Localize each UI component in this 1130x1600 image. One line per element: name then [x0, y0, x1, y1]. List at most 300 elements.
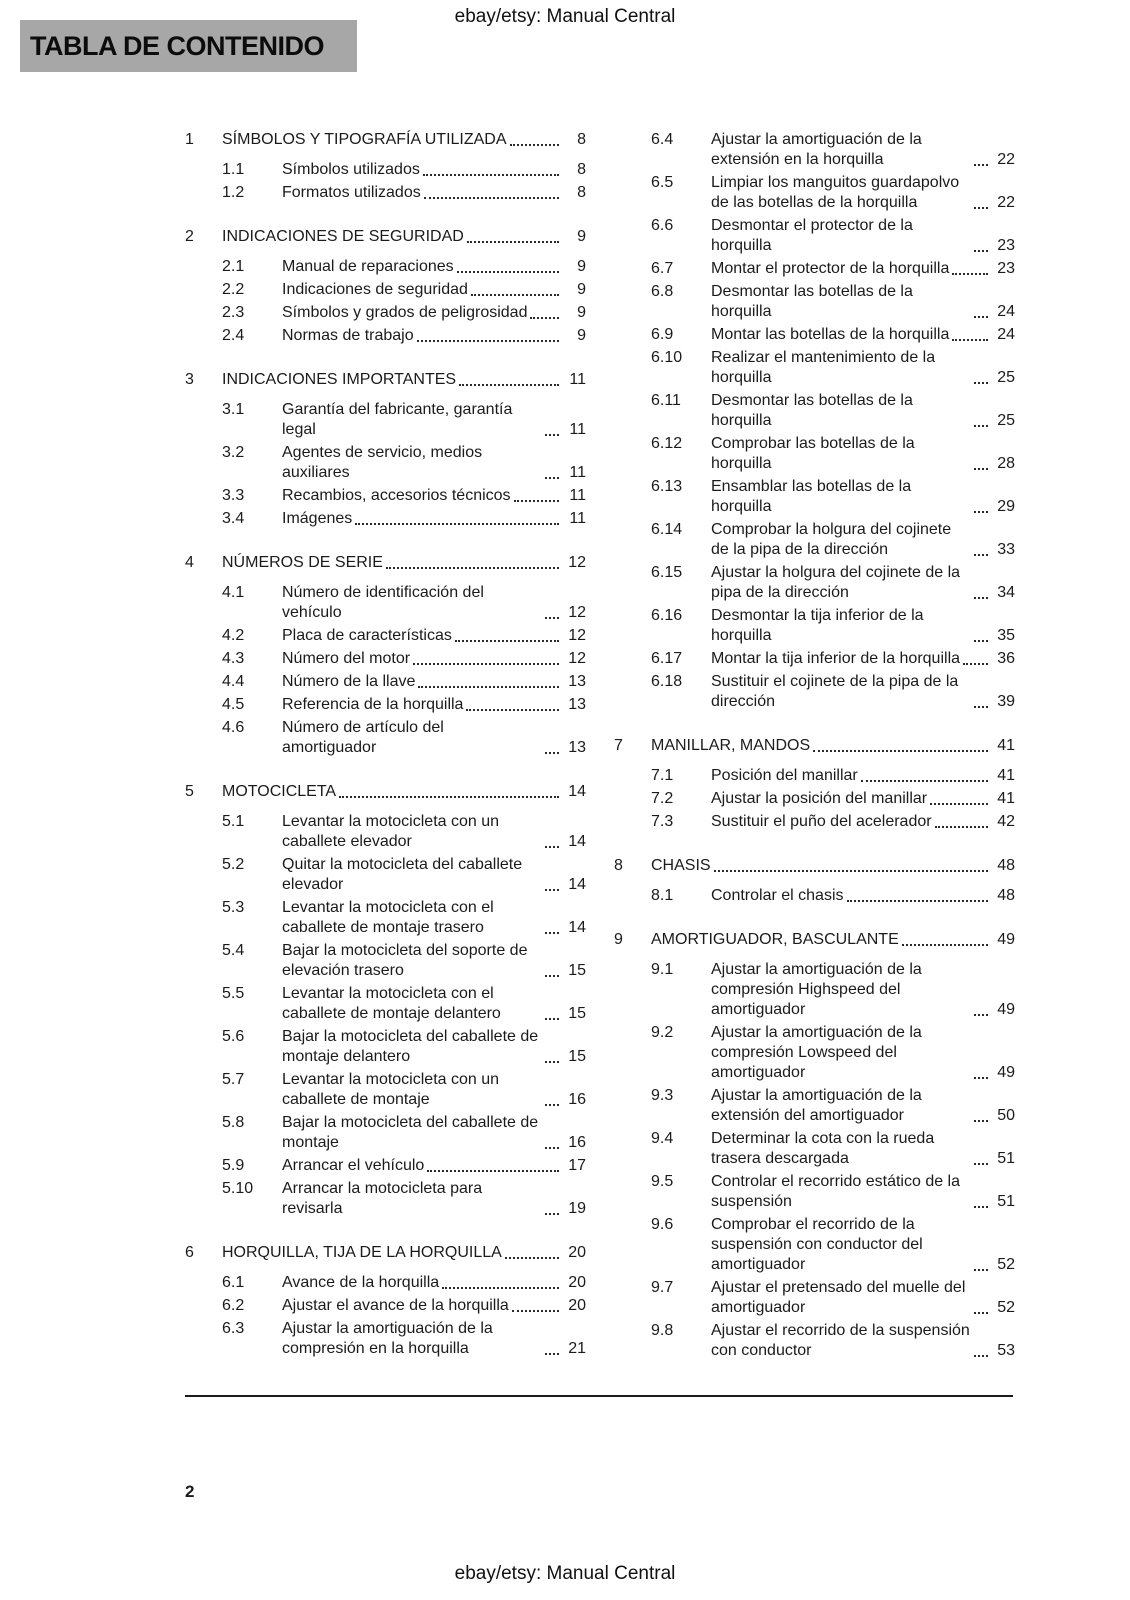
- toc-sub-entry-6.11: [614, 391, 1015, 431]
- toc-entry-page: 41: [997, 767, 1015, 784]
- toc-entry-title: Ajustar la amortiguación de la compresión en la horquilla: [282, 1320, 493, 1357]
- toc-entry-page: 14: [568, 919, 586, 936]
- toc-dot-leader: [545, 1104, 559, 1106]
- toc-entry-page: 53: [997, 1342, 1015, 1359]
- toc-entry-title: Comprobar la holgura del cojinete de la pipa de la dirección: [711, 521, 952, 558]
- footer-rule: [185, 1395, 1013, 1397]
- toc-entry-body: [711, 130, 1015, 170]
- toc-entry-body: [282, 898, 586, 938]
- toc-entry-page: 13: [568, 696, 586, 713]
- toc-entry-page: 9: [577, 228, 586, 245]
- toc-entry-title: Montar la tija inferior de la horquilla: [711, 650, 961, 667]
- toc-entry-number: 7: [614, 737, 623, 754]
- toc-dot-leader: [974, 597, 988, 599]
- toc-sub-entry-1.1: [185, 160, 586, 180]
- toc-entry-title: Levantar la motocicleta con el caballete de montaje trasero: [282, 899, 494, 936]
- toc-entry-page: 50: [997, 1107, 1015, 1124]
- toc-entry-number: 3.1: [222, 401, 245, 418]
- toc-entry-number: 5.2: [222, 856, 245, 873]
- toc-entry-page: 20: [568, 1297, 586, 1314]
- toc-sub-entry-4.1: [185, 583, 586, 623]
- toc-entry-body: [282, 1027, 586, 1067]
- toc-entry-title: Limpiar los manguitos guardapolvo de las botellas de la horquilla: [711, 174, 960, 211]
- toc-entry-body: [282, 984, 586, 1024]
- toc-entry-title: Ajustar la amortiguación de la extensión del amortiguador: [711, 1087, 922, 1124]
- toc-entry-title: AMORTIGUADOR, BASCULANTE: [651, 931, 899, 948]
- toc-entry-page: 41: [997, 737, 1015, 754]
- toc-entry-body: [282, 1319, 586, 1359]
- toc-sub-entry-6.13: [614, 477, 1015, 517]
- toc-entry-body: [282, 509, 586, 529]
- toc-entry-body: [282, 1296, 586, 1316]
- toc-dot-leader: [974, 1269, 988, 1271]
- toc-entry-number: 5.10: [222, 1180, 254, 1197]
- toc-entry-body: [282, 303, 586, 323]
- toc-dot-leader: [386, 567, 559, 569]
- toc-entry-number: 9.3: [651, 1087, 674, 1104]
- toc-dot-leader: [952, 273, 988, 275]
- toc-entry-page: 8: [577, 131, 586, 148]
- toc-entry-body: [222, 227, 586, 247]
- toc-entry-page: 48: [997, 857, 1015, 874]
- toc-sub-entry-6.1: [185, 1273, 586, 1293]
- toc-entry-title: Sustituir el puño del acelerador: [711, 813, 932, 830]
- toc-entry-number: 5: [185, 783, 194, 800]
- toc-sub-entry-9.7: [614, 1278, 1015, 1318]
- toc-entry-body: [222, 370, 586, 390]
- toc-sub-entry-5.8: [185, 1113, 586, 1153]
- toc-chapter-entry-2: [185, 227, 586, 247]
- toc-entry-body: [282, 941, 586, 981]
- toc-entry-number: 6.8: [651, 283, 674, 300]
- toc-entry-page: 39: [997, 693, 1015, 710]
- toc-sub-entry-9.6: [614, 1215, 1015, 1275]
- toc-entry-title: Ajustar la amortiguación de la compresión Lowspeed del amortiguador: [711, 1024, 922, 1081]
- toc-chapter-entry-5: [185, 782, 586, 802]
- toc-entry-title: SÍMBOLOS Y TIPOGRAFÍA UTILIZADA: [222, 131, 507, 148]
- toc-entry-title: Comprobar las botellas de la horquilla: [711, 435, 915, 472]
- toc-dot-leader: [339, 796, 559, 798]
- toc-entry-number: 6.5: [651, 174, 674, 191]
- toc-entry-body: [222, 130, 586, 150]
- toc-sub-entry-9.5: [614, 1172, 1015, 1212]
- toc-entry-page: 51: [997, 1193, 1015, 1210]
- toc-entry-number: 5.7: [222, 1071, 245, 1088]
- toc-entry-number: 9.6: [651, 1216, 674, 1233]
- toc-entry-page: 23: [997, 237, 1015, 254]
- toc-entry-title: Desmontar el protector de la horquilla: [711, 217, 913, 254]
- toc-entry-title: Montar el protector de la horquilla: [711, 260, 950, 277]
- toc-dot-leader: [974, 164, 988, 166]
- toc-dot-leader: [545, 752, 559, 754]
- toc-dot-leader: [514, 500, 559, 502]
- toc-entry-page: 11: [569, 371, 586, 388]
- toc-entry-number: 6.18: [651, 673, 683, 690]
- toc-sub-entry-5.10: [185, 1179, 586, 1219]
- toc-entry-number: 3.4: [222, 510, 245, 527]
- toc-entry-body: [222, 553, 586, 573]
- toc-sub-entry-9.1: [614, 960, 1015, 1020]
- toc-heading-box: [20, 20, 357, 72]
- toc-entry-body: [711, 766, 1015, 786]
- toc-entry-page: 13: [568, 739, 586, 756]
- toc-dot-leader: [545, 1147, 559, 1149]
- toc-column-left: [185, 130, 586, 1364]
- toc-entry-page: 15: [568, 1005, 586, 1022]
- toc-sub-entry-6.16: [614, 606, 1015, 646]
- toc-entry-title: Ensamblar las botellas de la horquilla: [711, 478, 912, 515]
- toc-dot-leader: [442, 1287, 559, 1289]
- toc-dot-leader: [545, 889, 559, 891]
- toc-entry-body: [282, 626, 586, 646]
- page-number: 2: [185, 1482, 195, 1501]
- toc-dot-leader: [952, 339, 988, 341]
- toc-entry-title: INDICACIONES IMPORTANTES: [222, 371, 457, 388]
- toc-entry-number: 1.2: [222, 184, 245, 201]
- toc-entry-number: 9.7: [651, 1279, 674, 1296]
- toc-entry-number: 6.15: [651, 564, 683, 581]
- toc-entry-title: Referencia de la horquilla: [282, 696, 464, 713]
- toc-entry-body: [282, 855, 586, 895]
- toc-entry-page: 52: [997, 1256, 1015, 1273]
- toc-entry-number: 1: [185, 131, 194, 148]
- toc-sub-entry-7.2: [614, 789, 1015, 809]
- toc-sub-entry-6.8: [614, 282, 1015, 322]
- toc-entry-page: 24: [997, 326, 1015, 343]
- toc-entry-number: 4.3: [222, 650, 245, 667]
- toc-entry-page: 29: [997, 498, 1015, 515]
- toc-entry-page: 12: [568, 650, 586, 667]
- toc-entry-title: Realizar el mantenimiento de la horquilla: [711, 349, 936, 386]
- toc-entry-number: 5.8: [222, 1114, 245, 1131]
- toc-entry-number: 9.2: [651, 1024, 674, 1041]
- toc-sub-entry-5.5: [185, 984, 586, 1024]
- toc-entry-title: Ajustar la holgura del cojinete de la pipa de la dirección: [711, 564, 961, 601]
- toc-entry-number: 5.9: [222, 1157, 245, 1174]
- toc-entry-body: [282, 1113, 586, 1153]
- toc-chapter-entry-9: [614, 930, 1015, 950]
- toc-entry-body: [711, 520, 1015, 560]
- toc-entry-body: [282, 672, 586, 692]
- toc-entry-body: [711, 1172, 1015, 1212]
- toc-entry-body: [651, 930, 1015, 950]
- toc-entry-number: 6.6: [651, 217, 674, 234]
- toc-dot-leader: [505, 1257, 559, 1259]
- toc-entry-title: Determinar la cota con la rueda trasera descargada: [711, 1130, 935, 1167]
- toc-entry-body: [711, 1023, 1015, 1083]
- toc-entry-body: [282, 812, 586, 852]
- toc-entry-title: Desmontar las botellas de la horquilla: [711, 392, 913, 429]
- toc-sub-entry-6.4: [614, 130, 1015, 170]
- toc-entry-title: MANILLAR, MANDOS: [651, 737, 811, 754]
- toc-entry-page: 35: [997, 627, 1015, 644]
- toc-dot-leader: [974, 316, 988, 318]
- toc-sub-entry-2.2: [185, 280, 586, 300]
- toc-entry-page: 8: [577, 161, 586, 178]
- toc-entry-number: 2.3: [222, 304, 245, 321]
- footer-title: ebay/etsy: Manual Central: [454, 1563, 676, 1584]
- toc-entry-page: 36: [997, 650, 1015, 667]
- toc-dot-leader: [545, 434, 559, 436]
- toc-dot-leader: [424, 197, 559, 199]
- toc-chapter-entry-4: [185, 553, 586, 573]
- toc-entry-body: [282, 583, 586, 623]
- toc-entry-body: [711, 1321, 1015, 1361]
- toc-entry-body: [711, 563, 1015, 603]
- toc-entry-number: 4.2: [222, 627, 245, 644]
- toc-entry-title: Número del motor: [282, 650, 411, 667]
- toc-entry-body: [282, 695, 586, 715]
- toc-entry-page: 52: [997, 1299, 1015, 1316]
- toc-dot-leader: [512, 1310, 559, 1312]
- toc-entry-page: 9: [577, 304, 586, 321]
- toc-dot-leader: [974, 1077, 988, 1079]
- toc-entry-title: Número de la llave: [282, 673, 416, 690]
- toc-entry-number: 7.2: [651, 790, 674, 807]
- toc-sub-entry-2.1: [185, 257, 586, 277]
- toc-entry-title: Ajustar el recorrido de la suspensión con conductor: [711, 1322, 970, 1359]
- toc-dot-leader: [545, 846, 559, 848]
- toc-dot-leader: [974, 511, 988, 513]
- toc-dot-leader: [530, 317, 559, 319]
- toc-entry-number: 9.5: [651, 1173, 674, 1190]
- toc-entry-body: [282, 400, 586, 440]
- toc-sub-entry-6.17: [614, 649, 1015, 669]
- toc-entry-number: 6.12: [651, 435, 683, 452]
- toc-sub-entry-9.3: [614, 1086, 1015, 1126]
- toc-entry-page: 12: [568, 554, 586, 571]
- toc-entry-body: [711, 606, 1015, 646]
- toc-dot-leader: [423, 174, 559, 176]
- toc-entry-number: 6.3: [222, 1320, 245, 1337]
- toc-entry-number: 6.1: [222, 1274, 245, 1291]
- toc-sub-entry-3.3: [185, 486, 586, 506]
- toc-entry-page: 25: [997, 412, 1015, 429]
- toc-entry-number: 6.9: [651, 326, 674, 343]
- toc-entry-page: 23: [997, 260, 1015, 277]
- toc-entry-page: 16: [568, 1091, 586, 1108]
- toc-chapter-entry-1: [185, 130, 586, 150]
- toc-dot-leader: [974, 250, 988, 252]
- toc-dot-leader: [974, 468, 988, 470]
- toc-dot-leader: [545, 617, 559, 619]
- toc-sub-entry-6.10: [614, 348, 1015, 388]
- toc-entry-number: 5.5: [222, 985, 245, 1002]
- toc-entry-page: 12: [568, 604, 586, 621]
- toc-entry-page: 14: [568, 783, 586, 800]
- toc-entry-body: [651, 856, 1015, 876]
- toc-entry-body: [282, 183, 586, 203]
- toc-entry-title: Símbolos y grados de peligrosidad: [282, 304, 528, 321]
- toc-dot-leader: [457, 271, 559, 273]
- toc-entry-title: Normas de trabajo: [282, 327, 414, 344]
- toc-entry-body: [711, 1215, 1015, 1275]
- toc-entry-page: 22: [997, 194, 1015, 211]
- toc-sub-entry-6.15: [614, 563, 1015, 603]
- toc-entry-title: Agentes de servicio, medios auxiliares: [282, 444, 483, 481]
- toc-entry-title: Símbolos utilizados: [282, 161, 420, 178]
- toc-entry-body: [282, 486, 586, 506]
- toc-sub-entry-9.8: [614, 1321, 1015, 1361]
- toc-sub-entry-6.12: [614, 434, 1015, 474]
- toc-dot-leader: [545, 975, 559, 977]
- toc-entry-number: 7.3: [651, 813, 674, 830]
- toc-sub-entry-8.1: [614, 886, 1015, 906]
- toc-entry-title: Ajustar la amortiguación de la extensión en la horquilla: [711, 131, 922, 168]
- toc-entry-title: CHASIS: [651, 857, 711, 874]
- toc-entry-number: 4.6: [222, 719, 245, 736]
- toc-entry-page: 13: [568, 673, 586, 690]
- toc-entry-title: INDICACIONES DE SEGURIDAD: [222, 228, 464, 245]
- toc-entry-number: 9.4: [651, 1130, 674, 1147]
- toc-dot-leader: [974, 425, 988, 427]
- toc-entry-page: 51: [997, 1150, 1015, 1167]
- toc-sub-entry-4.5: [185, 695, 586, 715]
- toc-sub-entry-6.18: [614, 672, 1015, 712]
- toc-dot-leader: [466, 709, 559, 711]
- toc-entry-number: 3.3: [222, 487, 245, 504]
- toc-entry-title: Levantar la motocicleta con un caballete de montaje: [282, 1071, 500, 1108]
- toc-entry-number: 1.1: [222, 161, 245, 178]
- toc-sub-entry-6.7: [614, 259, 1015, 279]
- toc-entry-body: [222, 1243, 586, 1263]
- toc-entry-page: 11: [569, 464, 586, 481]
- toc-chapter-entry-6: [185, 1243, 586, 1263]
- toc-dot-leader: [459, 384, 559, 386]
- toc-entry-body: [711, 812, 1015, 832]
- toc-dot-leader: [974, 207, 988, 209]
- toc-entry-page: 49: [997, 1064, 1015, 1081]
- toc-entry-body: [711, 259, 1015, 279]
- toc-sub-entry-5.2: [185, 855, 586, 895]
- toc-entry-page: 34: [997, 584, 1015, 601]
- toc-entry-page: 20: [568, 1274, 586, 1291]
- toc-dot-leader: [930, 803, 988, 805]
- toc-sub-entry-6.5: [614, 173, 1015, 213]
- toc-entry-title: Controlar el recorrido estático de la suspensión: [711, 1173, 961, 1210]
- toc-entry-body: [711, 886, 1015, 906]
- toc-sub-entry-5.7: [185, 1070, 586, 1110]
- toc-entry-body: [282, 649, 586, 669]
- toc-dot-leader: [355, 523, 559, 525]
- toc-entry-title: MOTOCICLETA: [222, 783, 337, 800]
- toc-entry-number: 2.2: [222, 281, 245, 298]
- toc-entry-number: 6.17: [651, 650, 683, 667]
- toc-entry-page: 11: [569, 487, 586, 504]
- toc-entry-body: [711, 649, 1015, 669]
- toc-entry-page: 28: [997, 455, 1015, 472]
- toc-entry-title: Número de artículo del amortiguador: [282, 719, 444, 756]
- toc-entry-body: [222, 782, 586, 802]
- toc-entry-body: [711, 1278, 1015, 1318]
- toc-dot-leader: [455, 640, 559, 642]
- toc-entry-body: [711, 789, 1015, 809]
- toc-dot-leader: [471, 294, 559, 296]
- toc-entry-page: 11: [569, 510, 586, 527]
- toc-dot-leader: [974, 706, 988, 708]
- toc-entry-page: 17: [568, 1157, 586, 1174]
- toc-dot-leader: [974, 1355, 988, 1357]
- toc-entry-title: Bajar la motocicleta del soporte de elevación trasero: [282, 942, 528, 979]
- toc-entry-title: Bajar la motocicleta del caballete de montaje delantero: [282, 1028, 539, 1065]
- toc-sub-entry-7.3: [614, 812, 1015, 832]
- toc-entry-number: 5.1: [222, 813, 245, 830]
- toc-sub-entry-5.9: [185, 1156, 586, 1176]
- toc-entry-number: 4.4: [222, 673, 245, 690]
- toc-entry-page: 9: [577, 281, 586, 298]
- toc-entry-body: [711, 1086, 1015, 1126]
- toc-dot-leader: [545, 1213, 559, 1215]
- toc-entry-page: 9: [577, 327, 586, 344]
- toc-entry-title: Ajustar la amortiguación de la compresión Highspeed del amortiguador: [711, 961, 922, 1018]
- header-title: ebay/etsy: Manual Central: [454, 6, 676, 27]
- toc-entry-body: [711, 282, 1015, 322]
- toc-entry-body: [282, 1156, 586, 1176]
- toc-dot-leader: [545, 932, 559, 934]
- toc-entry-page: 22: [997, 151, 1015, 168]
- toc-entry-title: Número de identificación del vehículo: [282, 584, 484, 621]
- toc-entry-title: Formatos utilizados: [282, 184, 421, 201]
- toc-entry-page: 19: [568, 1200, 586, 1217]
- toc-entry-body: [711, 960, 1015, 1020]
- toc-entry-number: 9.1: [651, 961, 674, 978]
- toc-entry-title: Imágenes: [282, 510, 353, 527]
- toc-dot-leader: [545, 1061, 559, 1063]
- toc-entry-title: Arrancar el vehículo: [282, 1157, 425, 1174]
- toc-entry-title: Placa de características: [282, 627, 452, 644]
- toc-entry-title: Manual de reparaciones: [282, 258, 454, 275]
- toc-entry-number: 6.14: [651, 521, 683, 538]
- toc-entry-number: 6.10: [651, 349, 683, 366]
- toc-chapter-entry-3: [185, 370, 586, 390]
- toc-entry-title: Levantar la motocicleta con el caballete de montaje delantero: [282, 985, 501, 1022]
- toc-entry-title: Garantía del fabricante, garantía legal: [282, 401, 513, 438]
- toc-sub-entry-6.2: [185, 1296, 586, 1316]
- toc-dot-leader: [974, 554, 988, 556]
- toc-entry-body: [711, 434, 1015, 474]
- toc-entry-number: 9: [614, 931, 623, 948]
- toc-dot-leader: [545, 1353, 559, 1355]
- toc-dot-leader: [974, 1312, 988, 1314]
- toc-entry-number: 4.5: [222, 696, 245, 713]
- toc-entry-title: Avance de la horquilla: [282, 1274, 440, 1291]
- toc-entry-number: 8: [614, 857, 623, 874]
- toc-entry-body: [282, 257, 586, 277]
- toc-entry-title: Levantar la motocicleta con un caballete elevador: [282, 813, 500, 850]
- toc-entry-page: 49: [997, 1001, 1015, 1018]
- toc-entry-body: [711, 391, 1015, 431]
- toc-dot-leader: [510, 144, 559, 146]
- toc-dot-leader: [974, 382, 988, 384]
- toc-entry-page: 9: [577, 258, 586, 275]
- toc-dot-leader: [413, 663, 559, 665]
- toc-entry-page: 20: [568, 1244, 586, 1261]
- toc-entry-page: 42: [997, 813, 1015, 830]
- toc-entry-body: [711, 672, 1015, 712]
- toc-entry-number: 5.3: [222, 899, 245, 916]
- toc-sub-entry-6.14: [614, 520, 1015, 560]
- toc-sub-entry-4.4: [185, 672, 586, 692]
- toc-entry-page: 49: [997, 931, 1015, 948]
- toc-entry-number: 7.1: [651, 767, 674, 784]
- toc-entry-page: 48: [997, 887, 1015, 904]
- toc-entry-page: 8: [577, 184, 586, 201]
- toc-entry-number: 2.1: [222, 258, 245, 275]
- toc-sub-entry-5.6: [185, 1027, 586, 1067]
- toc-dot-leader: [545, 1018, 559, 1020]
- toc-entry-title: Bajar la motocicleta del caballete de montaje: [282, 1114, 539, 1151]
- toc-dot-leader: [861, 780, 988, 782]
